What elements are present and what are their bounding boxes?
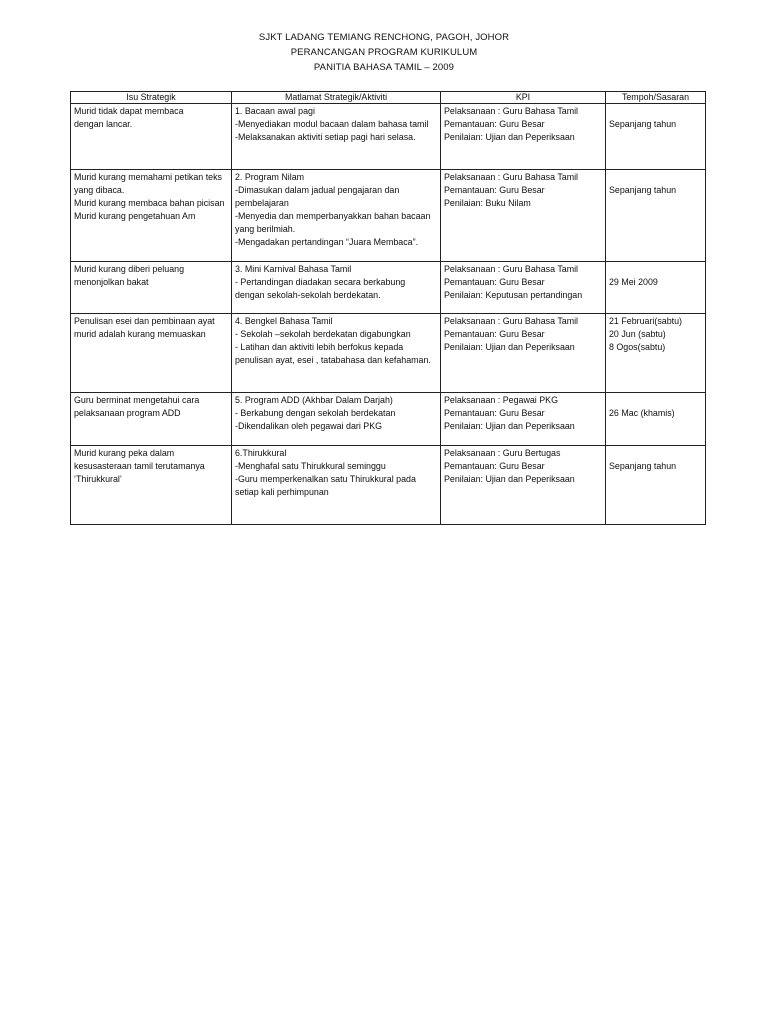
cell-line: Pemantauan: Guru Besar: [444, 118, 545, 129]
cell-matlamat: [232, 393, 441, 446]
document-header: [0, 30, 768, 75]
cell-line: Penilaian: Ujian dan Peperiksaan: [444, 341, 575, 352]
cell-line: Pemantauan: Guru Besar: [444, 407, 545, 418]
cell-line: Pelaksanaan : Guru Bahasa Tamil: [444, 106, 579, 116]
cell-matlamat: [232, 262, 441, 314]
cell-line: Pelaksanaan : Guru Bahasa Tamil: [444, 316, 579, 326]
cell-line: - Sekolah –sekolah berdekatan digabungkan: [235, 328, 411, 339]
cell-line: 6.Thirukkural: [235, 448, 287, 458]
cell-line: Pelaksanaan : Pegawai PKG: [444, 395, 558, 405]
cell-line: - Latihan dan aktiviti lebih berfokus kepada penulisan ayat, esei , tatabahasa dan kefahaman.: [235, 341, 431, 365]
cell-line: 1. Bacaan awal pagi: [235, 106, 315, 116]
cell-kpi: [441, 170, 606, 262]
cell-line: Murid kurang membaca bahan picisan: [74, 197, 225, 208]
table-row: [71, 104, 706, 170]
cell-line: Murid tidak dapat membaca: [74, 106, 184, 116]
table-row: [71, 262, 706, 314]
cell-kpi: [441, 393, 606, 446]
cell-line: Murid kurang diberi peluang menonjolkan bakat: [74, 264, 185, 287]
cell-line: -Melaksanakan aktiviti setiap pagi hari selasa.: [235, 131, 416, 142]
cell-line: Penulisan esei dan pembinaan ayat murid adalah kurang memuaskan: [74, 316, 215, 339]
cell-line: Guru berminat mengetahui cara pelaksanaan program ADD: [74, 395, 200, 418]
cell-isu: [71, 170, 232, 262]
cell-line: Pemantauan: Guru Besar: [444, 328, 545, 339]
table-row: [71, 393, 706, 446]
cell-line: -Guru memperkenalkan satu Thirukkural pada setiap kali perhimpunan: [235, 473, 416, 497]
curriculum-plan-table: [70, 91, 706, 525]
cell-line: 21 Februari(sabtu): [609, 316, 683, 326]
cell-matlamat: [232, 104, 441, 170]
cell-line: Penilaian: Keputusan pertandingan: [444, 289, 583, 300]
cell-tempoh: [606, 393, 706, 446]
cell-kpi: [441, 314, 606, 393]
column-header-tempoh: Tempoh/Sasaran: [606, 92, 706, 104]
cell-tempoh: [606, 262, 706, 314]
cell-tempoh: [606, 314, 706, 393]
cell-line: 4. Bengkel Bahasa Tamil: [235, 316, 333, 326]
cell-line: dengan lancar.: [74, 118, 133, 129]
cell-tempoh: [606, 104, 706, 170]
table-row: [71, 170, 706, 262]
school-name: SJKT LADANG TEMIANG RENCHONG, PAGOH, JOHOR: [258, 32, 510, 43]
cell-line: Penilaian: Ujian dan Peperiksaan: [444, 420, 575, 431]
cell-kpi: [441, 262, 606, 314]
cell-line: Sepanjang tahun: [609, 185, 677, 195]
cell-line: Pemantauan: Guru Besar: [444, 460, 545, 471]
cell-line: Sepanjang tahun: [609, 461, 677, 471]
cell-matlamat: [232, 314, 441, 393]
cell-line: 2. Program Nilam: [235, 172, 305, 182]
cell-isu: [71, 393, 232, 446]
cell-line: Pelaksanaan : Guru Bahasa Tamil: [444, 264, 579, 274]
cell-line: 29 Mei 2009: [609, 277, 658, 287]
cell-line: 20 Jun (sabtu): [609, 328, 666, 339]
cell-line: Penilaian: Buku Nilam: [444, 197, 531, 208]
cell-matlamat: [232, 170, 441, 262]
cell-line: -Dikendalikan oleh pegawai dari PKG: [235, 420, 383, 431]
cell-line: - Berkabung dengan sekolah berdekatan: [235, 407, 396, 418]
cell-line: -Dimasukan dalam jadual pengajaran dan pembelajaran: [235, 184, 400, 208]
cell-line: -Mengadakan pertandingan “Juara Membaca”.: [235, 236, 419, 247]
cell-line: -Menyedia dan memperbanyakkan bahan bacaan yang berilmiah.: [235, 210, 431, 234]
cell-tempoh: [606, 170, 706, 262]
document-title: PERANCANGAN PROGRAM KURIKULUM: [290, 47, 478, 58]
cell-kpi: [441, 104, 606, 170]
cell-line: Murid kurang memahami petikan teks yang dibaca.: [74, 172, 222, 195]
cell-line: Penilaian: Ujian dan Peperiksaan: [444, 131, 575, 142]
cell-kpi: [441, 446, 606, 525]
cell-tempoh: [606, 446, 706, 525]
column-header-matlamat: Matlamat Strategik/Aktiviti: [232, 92, 441, 104]
cell-isu: [71, 446, 232, 525]
cell-line: Pelaksanaan : Guru Bahasa Tamil: [444, 172, 579, 182]
cell-line: 8 Ogos(sabtu): [609, 341, 666, 352]
column-header-isu: Isu Strategik: [71, 92, 232, 104]
column-header-kpi: KPI: [441, 92, 606, 104]
cell-line: Sepanjang tahun: [609, 119, 677, 129]
cell-line: -Menghafal satu Thirukkural seminggu: [235, 460, 386, 471]
cell-isu: [71, 262, 232, 314]
table-row: [71, 446, 706, 525]
cell-line: Pemantauan: Guru Besar: [444, 184, 545, 195]
table-row: [71, 314, 706, 393]
cell-line: 5. Program ADD (Akhbar Dalam Darjah): [235, 395, 393, 405]
cell-line: Pelaksanaan : Guru Bertugas: [444, 448, 561, 458]
cell-line: -Menyediakan modul bacaan dalam bahasa tamil: [235, 118, 429, 129]
table-header-row: [71, 92, 706, 104]
cell-line: Murid kurang peka dalam kesusasteraan tamil terutamanya ‘Thirukkural’: [74, 448, 205, 484]
cell-line: Murid kurang pengetahuan Am: [74, 210, 196, 221]
cell-matlamat: [232, 446, 441, 525]
cell-line: 26 Mac (khamis): [609, 408, 675, 418]
cell-line: Penilaian: Ujian dan Peperiksaan: [444, 473, 575, 484]
cell-line: 3. Mini Karnival Bahasa Tamil: [235, 264, 352, 274]
cell-isu: [71, 314, 232, 393]
document-subtitle: PANITIA BAHASA TAMIL – 2009: [313, 62, 455, 73]
cell-line: Pemantauan: Guru Besar: [444, 276, 545, 287]
cell-isu: [71, 104, 232, 170]
cell-line: - Pertandingan diadakan secara berkabung dengan sekolah-sekolah berdekatan.: [235, 276, 406, 300]
